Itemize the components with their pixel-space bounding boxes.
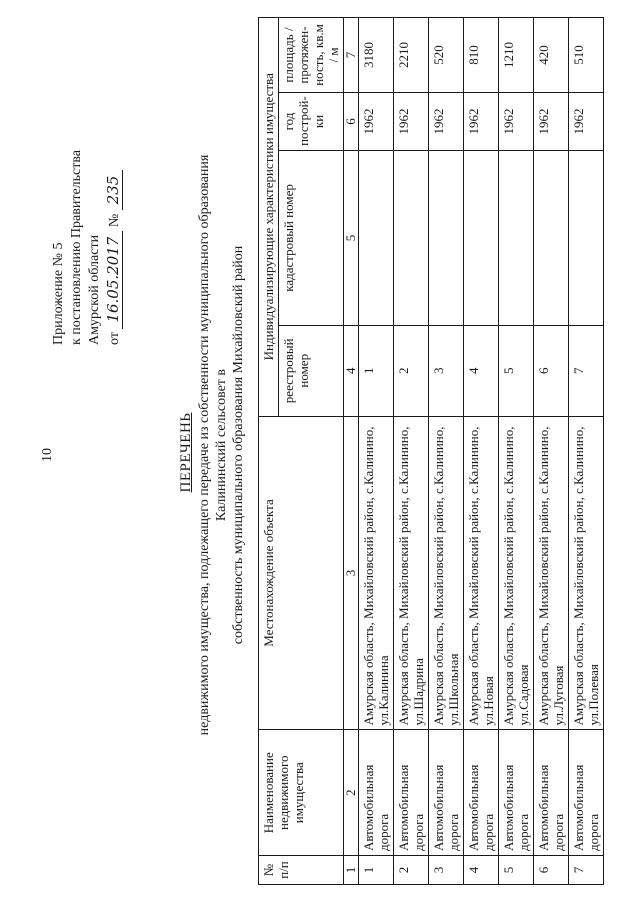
handwritten-date: 16.05.2017: [104, 231, 123, 329]
cell-num: 4: [464, 856, 499, 885]
column-number: 3: [344, 416, 359, 730]
cell-name: Автомобильная дорога: [464, 730, 499, 856]
date-prefix: от: [107, 332, 122, 345]
cell-year: 1962: [499, 92, 534, 150]
table-row: [569, 18, 604, 885]
property-table: [258, 17, 604, 885]
cell-location: Амурская область, Михайловский район, с.Калинино, ул.Новая: [464, 416, 499, 730]
cell-reg: 1: [359, 326, 394, 417]
cell-cad: [534, 150, 569, 325]
table-row: [359, 18, 394, 885]
cell-name: Автомобильная дорога: [359, 730, 394, 856]
cell-name: Автомобильная дорога: [499, 730, 534, 856]
table-row: [394, 18, 429, 885]
cell-cad: [429, 150, 464, 325]
cell-name: Автомобильная дорога: [534, 730, 569, 856]
appendix-block: [50, 15, 124, 345]
header-area: площадь / протяжен-ность, кв.м / м: [279, 18, 344, 93]
cell-year: 1962: [359, 92, 394, 150]
cell-num: 1: [359, 856, 394, 885]
header-num: № п/п: [259, 856, 344, 885]
header-year: год построй-ки: [279, 92, 344, 150]
cell-year: 1962: [534, 92, 569, 150]
document-subtitle: [196, 135, 247, 755]
cell-cad: [569, 150, 604, 325]
cell-year: 1962: [394, 92, 429, 150]
header-location: Местонахождение объекта: [259, 416, 344, 730]
cell-year: 1962: [429, 92, 464, 150]
table-row: [429, 18, 464, 885]
cell-num: 2: [394, 856, 429, 885]
cell-area: 810: [464, 18, 499, 93]
column-number: 1: [344, 856, 359, 885]
column-number: 6: [344, 92, 359, 150]
header-reg: реестровый номер: [279, 326, 344, 417]
appendix-line: Приложение № 5: [51, 242, 66, 345]
appendix-line: к постановлению Правительства: [69, 149, 84, 345]
column-number-row: [344, 18, 359, 885]
cell-name: Автомобильная дорога: [569, 730, 604, 856]
table-row: [499, 18, 534, 885]
cell-year: 1962: [569, 92, 604, 150]
subtitle-line: собственность муниципального образования Михайловский район: [231, 245, 246, 645]
header-row: [259, 18, 279, 885]
cell-reg: 6: [534, 326, 569, 417]
table-row: [464, 18, 499, 885]
cell-num: 3: [429, 856, 464, 885]
appendix-date-line: [104, 15, 124, 345]
header-characteristics: Индивидуализирующие характеристики имущества: [259, 18, 279, 417]
cell-area: 2210: [394, 18, 429, 93]
cell-num: 6: [534, 856, 569, 885]
cell-reg: 2: [394, 326, 429, 417]
subtitle-line: недвижимого имущества, подлежащего передаче из собственности муниципального образования Калининский сельсовет в: [197, 154, 229, 736]
header-cad: кадастровый номер: [279, 150, 344, 325]
cell-location: Амурская область, Михайловский район, с.Калинино, ул.Школьная: [429, 416, 464, 730]
cell-location: Амурская область, Михайловский район, с.Калинино, ул.Полевая: [569, 416, 604, 730]
handwritten-number: 235: [104, 170, 123, 211]
cell-num: 5: [499, 856, 534, 885]
cell-cad: [359, 150, 394, 325]
cell-year: 1962: [464, 92, 499, 150]
cell-cad: [394, 150, 429, 325]
cell-name: Автомобильная дорога: [394, 730, 429, 856]
cell-num: 7: [569, 856, 604, 885]
cell-location: Амурская область, Михайловский район, с.Калинино, ул.Садовая: [499, 416, 534, 730]
cell-area: 3180: [359, 18, 394, 93]
cell-cad: [464, 150, 499, 325]
column-number: 4: [344, 326, 359, 417]
document-title: ПЕРЕЧЕНЬ: [178, 412, 194, 493]
cell-area: 520: [429, 18, 464, 93]
number-prefix: №: [107, 213, 122, 228]
cell-location: Амурская область, Михайловский район, с.Калинино, ул.Калинина: [359, 416, 394, 730]
cell-location: Амурская область, Михайловский район, с.Калинино, ул.Шадрина: [394, 416, 429, 730]
cell-reg: 5: [499, 326, 534, 417]
column-number: 2: [344, 730, 359, 856]
column-number: 7: [344, 18, 359, 93]
cell-reg: 3: [429, 326, 464, 417]
cell-area: 420: [534, 18, 569, 93]
cell-reg: 4: [464, 326, 499, 417]
appendix-line: Амурской области: [87, 234, 102, 345]
cell-reg: 7: [569, 326, 604, 417]
column-number: 5: [344, 150, 359, 325]
cell-name: Автомобильная дорога: [429, 730, 464, 856]
page-number: 10: [40, 448, 55, 462]
cell-area: 510: [569, 18, 604, 93]
cell-area: 1210: [499, 18, 534, 93]
header-name: Наименование недвижимого имущества: [259, 730, 344, 856]
cell-cad: [499, 150, 534, 325]
cell-location: Амурская область, Михайловский район, с.Калинино, ул.Луговая: [534, 416, 569, 730]
table-row: [534, 18, 569, 885]
